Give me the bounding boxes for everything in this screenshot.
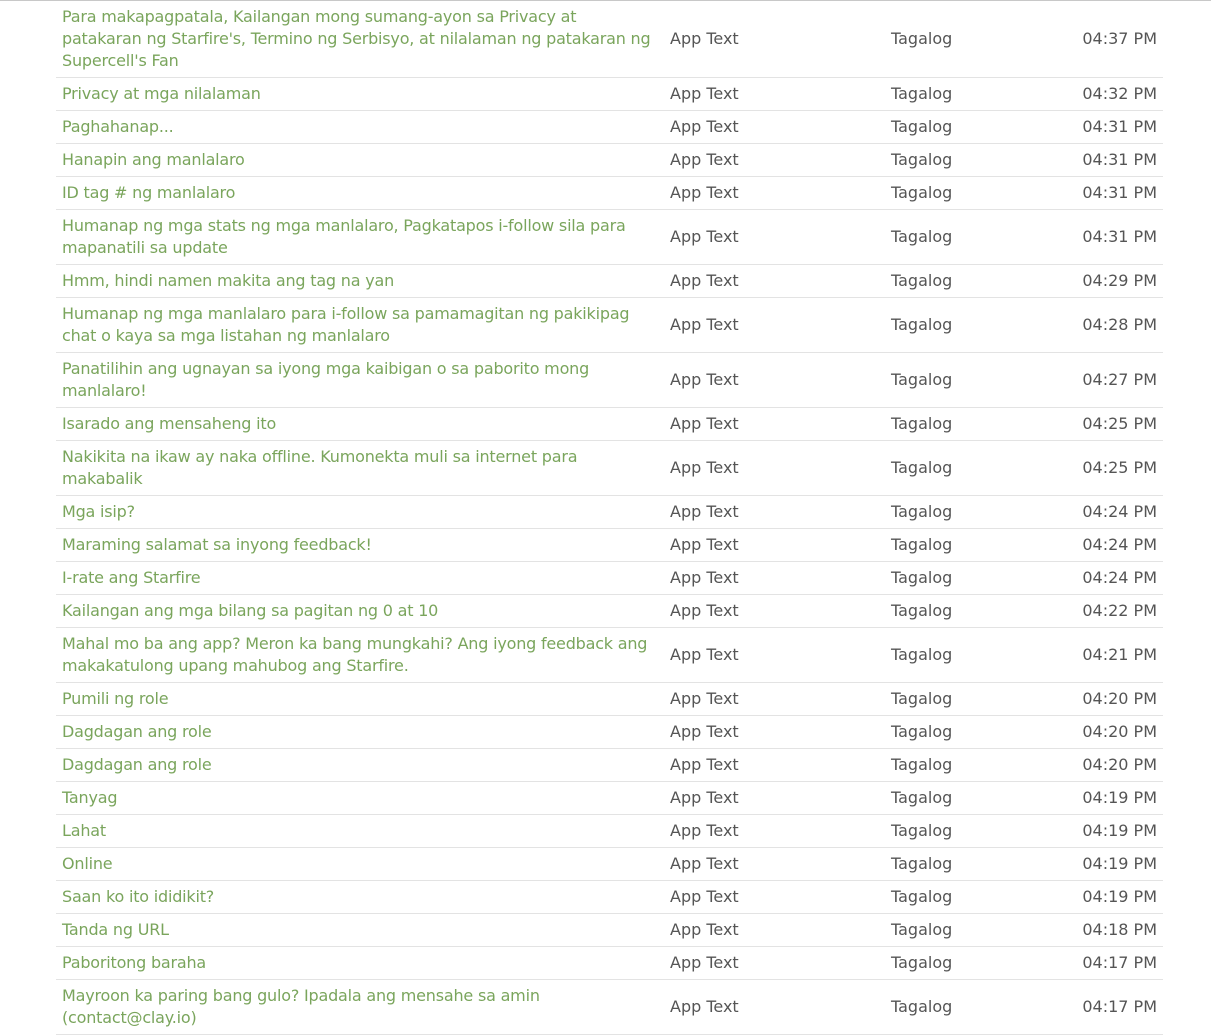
table-row[interactable] — [56, 595, 1163, 628]
string-text-link[interactable]: Online — [56, 848, 664, 881]
timestamp-cell: 04:31 PM — [1055, 111, 1163, 144]
timestamp-cell: 04:29 PM — [1055, 265, 1163, 298]
table-row[interactable] — [56, 496, 1163, 529]
table-row[interactable] — [56, 562, 1163, 595]
category-cell: App Text — [664, 782, 885, 815]
category-cell: App Text — [664, 496, 885, 529]
language-cell: Tagalog — [885, 947, 1055, 980]
language-cell: Tagalog — [885, 595, 1055, 628]
category-cell: App Text — [664, 529, 885, 562]
string-text-link[interactable]: Tanyag — [56, 782, 664, 815]
category-cell: App Text — [664, 595, 885, 628]
timestamp-cell: 04:28 PM — [1055, 298, 1163, 353]
timestamp-cell: 04:25 PM — [1055, 408, 1163, 441]
language-cell: Tagalog — [885, 529, 1055, 562]
string-text-link[interactable]: Mahal mo ba ang app? Meron ka bang mungkahi? Ang iyong feedback ang makakatulong upang mahubog ang Starfire. — [56, 628, 664, 683]
string-text-link[interactable]: ID tag # ng manlalaro — [56, 177, 664, 210]
string-text-link[interactable]: Mga isip? — [56, 496, 664, 529]
string-text-link[interactable]: Humanap ng mga stats ng mga manlalaro, Pagkatapos i-follow sila para mapanatili sa update — [56, 210, 664, 265]
category-cell: App Text — [664, 265, 885, 298]
language-cell: Tagalog — [885, 749, 1055, 782]
timestamp-cell: 04:20 PM — [1055, 716, 1163, 749]
timestamp-cell: 04:19 PM — [1055, 782, 1163, 815]
language-cell: Tagalog — [885, 881, 1055, 914]
string-text-link[interactable]: I-rate ang Starfire — [56, 562, 664, 595]
category-cell: App Text — [664, 848, 885, 881]
category-cell: App Text — [664, 815, 885, 848]
category-cell: App Text — [664, 144, 885, 177]
category-cell: App Text — [664, 408, 885, 441]
language-cell: Tagalog — [885, 298, 1055, 353]
category-cell: App Text — [664, 562, 885, 595]
timestamp-cell: 04:31 PM — [1055, 177, 1163, 210]
language-cell: Tagalog — [885, 265, 1055, 298]
string-text-link[interactable]: Hanapin ang manlalaro — [56, 144, 664, 177]
translation-strings-table — [56, 1, 1163, 1035]
table-row[interactable] — [56, 683, 1163, 716]
string-text-link[interactable]: Kailangan ang mga bilang sa pagitan ng 0 at 10 — [56, 595, 664, 628]
category-cell: App Text — [664, 210, 885, 265]
table-row[interactable] — [56, 210, 1163, 265]
table-row[interactable] — [56, 947, 1163, 980]
category-cell: App Text — [664, 683, 885, 716]
string-text-link[interactable]: Privacy at mga nilalaman — [56, 78, 664, 111]
category-cell: App Text — [664, 111, 885, 144]
table-row[interactable] — [56, 848, 1163, 881]
category-cell: App Text — [664, 298, 885, 353]
language-cell: Tagalog — [885, 353, 1055, 408]
timestamp-cell: 04:31 PM — [1055, 144, 1163, 177]
language-cell: Tagalog — [885, 177, 1055, 210]
timestamp-cell: 04:19 PM — [1055, 881, 1163, 914]
string-text-link[interactable]: Nakikita na ikaw ay naka offline. Kumonekta muli sa internet para makabalik — [56, 441, 664, 496]
string-text-link[interactable]: Isarado ang mensaheng ito — [56, 408, 664, 441]
language-cell: Tagalog — [885, 914, 1055, 947]
table-row[interactable] — [56, 782, 1163, 815]
table-row[interactable] — [56, 408, 1163, 441]
table-row[interactable] — [56, 144, 1163, 177]
timestamp-cell: 04:24 PM — [1055, 529, 1163, 562]
timestamp-cell: 04:31 PM — [1055, 210, 1163, 265]
category-cell: App Text — [664, 628, 885, 683]
timestamp-cell: 04:22 PM — [1055, 595, 1163, 628]
timestamp-cell: 04:25 PM — [1055, 441, 1163, 496]
language-cell: Tagalog — [885, 683, 1055, 716]
category-cell: App Text — [664, 947, 885, 980]
table-row[interactable] — [56, 815, 1163, 848]
timestamp-cell: 04:19 PM — [1055, 848, 1163, 881]
table-row[interactable] — [56, 353, 1163, 408]
string-text-link[interactable]: Tanda ng URL — [56, 914, 664, 947]
timestamp-cell: 04:18 PM — [1055, 914, 1163, 947]
language-cell: Tagalog — [885, 210, 1055, 265]
table-row[interactable] — [56, 1, 1163, 78]
language-cell: Tagalog — [885, 815, 1055, 848]
string-text-link[interactable]: Maraming salamat sa inyong feedback! — [56, 529, 664, 562]
timestamp-cell: 04:24 PM — [1055, 496, 1163, 529]
language-cell: Tagalog — [885, 441, 1055, 496]
table-row[interactable] — [56, 881, 1163, 914]
timestamp-cell: 04:17 PM — [1055, 947, 1163, 980]
table-row[interactable] — [56, 265, 1163, 298]
string-text-link[interactable]: Paghahanap... — [56, 111, 664, 144]
timestamp-cell: 04:21 PM — [1055, 628, 1163, 683]
category-cell: App Text — [664, 441, 885, 496]
table-row[interactable] — [56, 628, 1163, 683]
string-text-link[interactable]: Saan ko ito ididikit? — [56, 881, 664, 914]
table-row[interactable] — [56, 78, 1163, 111]
timestamp-cell: 04:27 PM — [1055, 353, 1163, 408]
language-cell: Tagalog — [885, 628, 1055, 683]
string-text-link[interactable]: Paboritong baraha — [56, 947, 664, 980]
string-text-link[interactable]: Para makapagpatala, Kailangan mong sumang-ayon sa Privacy at patakaran ng Starfire's, Termino ng Serbisyo, at nilalaman ng patakaran ng Supercell's Fan — [56, 1, 664, 78]
string-text-link[interactable]: Humanap ng mga manlalaro para i-follow sa pamamagitan ng pakikipag chat o kaya sa mga listahan ng manlalaro — [56, 298, 664, 353]
language-cell: Tagalog — [885, 782, 1055, 815]
timestamp-cell: 04:24 PM — [1055, 562, 1163, 595]
translation-rows — [56, 1, 1163, 1035]
language-cell: Tagalog — [885, 1, 1055, 78]
category-cell: App Text — [664, 980, 885, 1035]
category-cell: App Text — [664, 1, 885, 78]
table-row[interactable] — [56, 441, 1163, 496]
string-text-link[interactable]: Lahat — [56, 815, 664, 848]
table-row[interactable] — [56, 716, 1163, 749]
language-cell: Tagalog — [885, 562, 1055, 595]
language-cell: Tagalog — [885, 980, 1055, 1035]
category-cell: App Text — [664, 914, 885, 947]
string-text-link[interactable]: Hmm, hindi namen makita ang tag na yan — [56, 265, 664, 298]
timestamp-cell: 04:20 PM — [1055, 749, 1163, 782]
table-row[interactable] — [56, 914, 1163, 947]
timestamp-cell: 04:17 PM — [1055, 980, 1163, 1035]
table-row[interactable] — [56, 749, 1163, 782]
timestamp-cell: 04:37 PM — [1055, 1, 1163, 78]
table-row[interactable] — [56, 177, 1163, 210]
language-cell: Tagalog — [885, 111, 1055, 144]
category-cell: App Text — [664, 353, 885, 408]
table-row[interactable] — [56, 980, 1163, 1035]
category-cell: App Text — [664, 881, 885, 914]
string-text-link[interactable]: Pumili ng role — [56, 683, 664, 716]
table-row[interactable] — [56, 111, 1163, 144]
category-cell: App Text — [664, 177, 885, 210]
category-cell: App Text — [664, 716, 885, 749]
timestamp-cell: 04:19 PM — [1055, 815, 1163, 848]
timestamp-cell: 04:20 PM — [1055, 683, 1163, 716]
string-text-link[interactable]: Mayroon ka paring bang gulo? Ipadala ang mensahe sa amin (contact@clay.io) — [56, 980, 664, 1035]
language-cell: Tagalog — [885, 848, 1055, 881]
language-cell: Tagalog — [885, 144, 1055, 177]
language-cell: Tagalog — [885, 78, 1055, 111]
category-cell: App Text — [664, 749, 885, 782]
timestamp-cell: 04:32 PM — [1055, 78, 1163, 111]
language-cell: Tagalog — [885, 408, 1055, 441]
string-text-link[interactable]: Panatilihin ang ugnayan sa iyong mga kaibigan o sa paborito mong manlalaro! — [56, 353, 664, 408]
category-cell: App Text — [664, 78, 885, 111]
table-row[interactable] — [56, 298, 1163, 353]
string-text-link[interactable]: Dagdagan ang role — [56, 716, 664, 749]
string-text-link[interactable]: Dagdagan ang role — [56, 749, 664, 782]
language-cell: Tagalog — [885, 496, 1055, 529]
table-row[interactable] — [56, 529, 1163, 562]
language-cell: Tagalog — [885, 716, 1055, 749]
